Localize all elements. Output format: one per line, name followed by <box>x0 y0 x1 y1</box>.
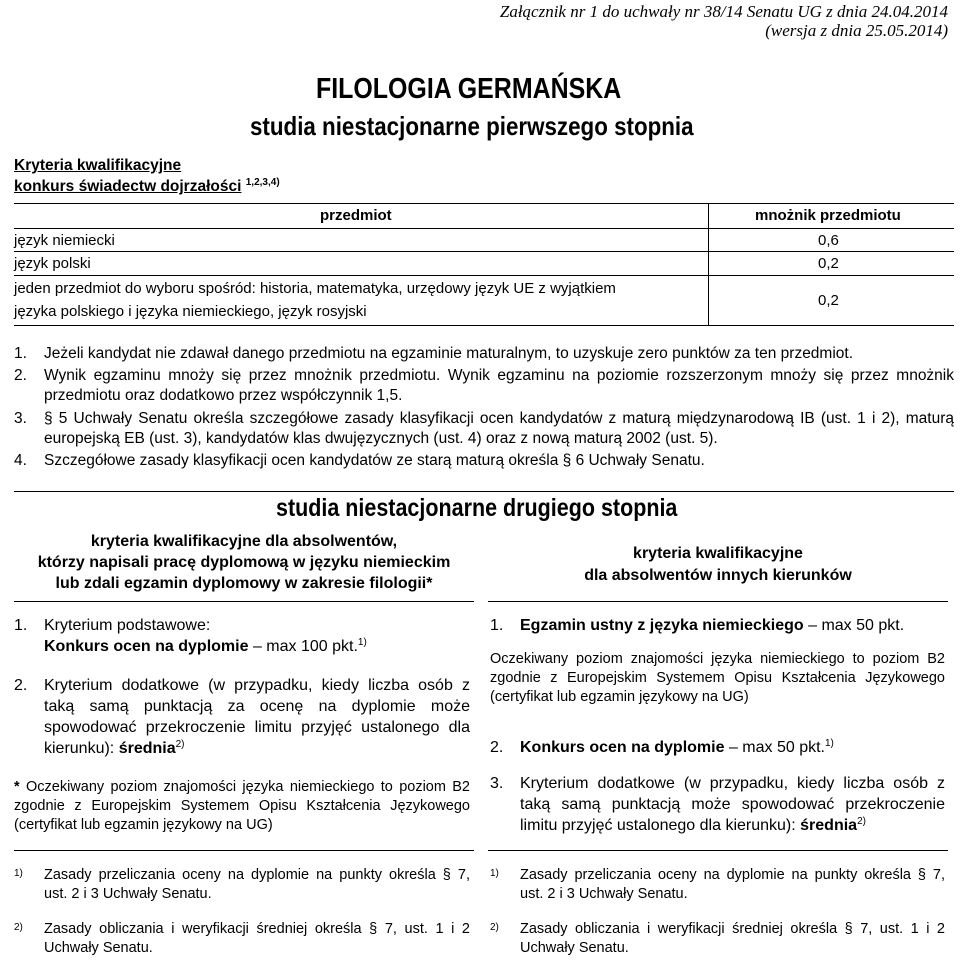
right-heading-line2: dla absolwentów innych kierunków <box>584 567 852 584</box>
right-footnote-1: 1) Zasady przeliczania oceny na dyplomie na punkty określa § 7, ust. 2 i 3 Uchwały Senatu. <box>490 867 945 902</box>
left-footnote-2: 2) Zasady obliczania i weryfikacji średniej określa § 7, ust. 1 i 2 Uchwały Senatu. <box>14 921 470 956</box>
note-1: 1. Jeżeli kandydat nie zdawał danego przedmiotu na egzaminie maturalnym, to uzyskuje zero punktów za ten przedmiot. <box>14 345 854 362</box>
note-2: 2. Wynik egzaminu mnoży się przez mnożnik przedmiotu. Wynik egzaminu na poziomie rozszerzonym mnoży się przez mnożnik przedmiotu oraz dodatkowo przez współczynnik 1,5. <box>14 367 954 404</box>
right-criterion-3: 3. Kryterium dodatkowe (w przypadku, kiedy liczba osób z taką samą punktacją może spowodować przekroczenie limitu przyjęć ustalonego dla kierunku): średnia$^{2)}$ <box>490 775 945 834</box>
subject-polish: język polski <box>14 255 91 272</box>
note-4: 4. Szczegółowe zasady klasyfikacji ocen kandydatów ze starą maturą określa § 6 Uchwały Senatu. <box>14 452 705 469</box>
section-divider <box>14 491 954 492</box>
right-heading-line1: kryteria kwalifikacyjne <box>633 545 803 562</box>
left-criterion-2: 2. Kryterium dodatkowe (w przypadku, kiedy liczba osób z taką samą punktacją za ocenę na dyplomie może spowodować przekroczenie limitu przyjęć ustalonego dla kierunku): średnia$^{2)}$ <box>14 677 470 757</box>
criteria-subheading-sup: 1,2,3,4) <box>245 177 280 188</box>
left-criterion-1: 1. Kryterium podstawowe: Konkurs ocen na dyplomie – max 100 pkt.$^{1)}$ <box>14 617 367 655</box>
criteria-subheading <box>14 178 280 196</box>
right-criterion-1: 1. Egzamin ustny z języka niemieckiego – max 50 pkt. <box>490 617 905 634</box>
attachment-line-2: (wersja z dnia 25.05.2014) <box>765 21 948 40</box>
left-heading-line1: kryteria kwalifikacyjne dla absolwentów, <box>90 533 398 550</box>
multiplier-polish: 0,2 <box>818 255 839 272</box>
left-heading-line3: lub zdali egzamin dyplomowy w zakresie filologii* <box>55 575 433 592</box>
right-criterion-2: 2. Konkurs ocen na dyplomie – max 50 pkt.$^{1)}$ <box>490 738 834 756</box>
subject-elective-line1: jeden przedmiot do wyboru spośród: historia, matematyka, urzędowy język UE z wyjątkiem <box>14 280 616 297</box>
page-title: FILOLOGIA GERMAŃSKA <box>316 73 622 105</box>
right-heading <box>488 543 948 587</box>
subject-elective-line2: języka polskiego i języka niemieckiego, język rosyjski <box>14 303 367 320</box>
right-footnote-2: 2) Zasady obliczania i weryfikacji średniej określa § 7, ust. 1 i 2 Uchwały Senatu. <box>490 921 945 956</box>
subtitle-second-degree: studia niestacjonarne drugiego stopnia <box>276 494 678 522</box>
right-language-level: Oczekiwany poziom znajomości języka niemieckiego to poziom B2 zgodnie z Europejskim Systemem Opisu Kształcenia Językowego (certyfikat lub egzamin językowy na UG) <box>490 651 945 705</box>
note-3: 3. § 5 Uchwały Senatu określa szczegółowe zasady klasyfikacji ocen kandydatów z maturą międzynarodową IB (ust. 1 i 2), maturą europejską EB (ust. 3), kandydatów klas dwujęzycznych (ust. 4) oraz z nową maturą 2002 (ust. 5). <box>14 410 954 447</box>
subject-german: język niemiecki <box>14 232 115 249</box>
multiplier-elective: 0,2 <box>818 292 839 309</box>
multiplier-german: 0,6 <box>818 232 839 249</box>
attachment-line-1: Załącznik nr 1 do uchwały nr 38/14 Senatu UG z dnia 24.04.2014 <box>499 2 948 21</box>
left-heading-line2: którzy napisali pracę dyplomową w języku niemieckim <box>37 554 451 571</box>
left-heading <box>14 531 474 594</box>
left-footnote-1: 1) Zasady przeliczania oceny na dyplomie na punkty określa § 7, ust. 2 i 3 Uchwały Senatu. <box>14 867 470 902</box>
notes-list <box>14 344 954 471</box>
col-multiplier-header: mnożnik przedmiotu <box>755 207 901 224</box>
col-subject-header: przedmiot <box>320 207 392 224</box>
criteria-subheading-text: konkurs świadectw dojrzałości <box>14 178 242 195</box>
left-language-note: * Oczekiwany poziom znajomości języka niemieckiego to poziom B2 zgodnie z Europejskim Systemem Opisu Kształcenia Językowego (certyfikat lub egzamin językowy na UG) <box>14 779 470 833</box>
criteria-heading: Kryteria kwalifikacyjne <box>14 157 182 174</box>
subtitle-first-degree: studia niestacjonarne pierwszego stopnia <box>250 111 694 141</box>
